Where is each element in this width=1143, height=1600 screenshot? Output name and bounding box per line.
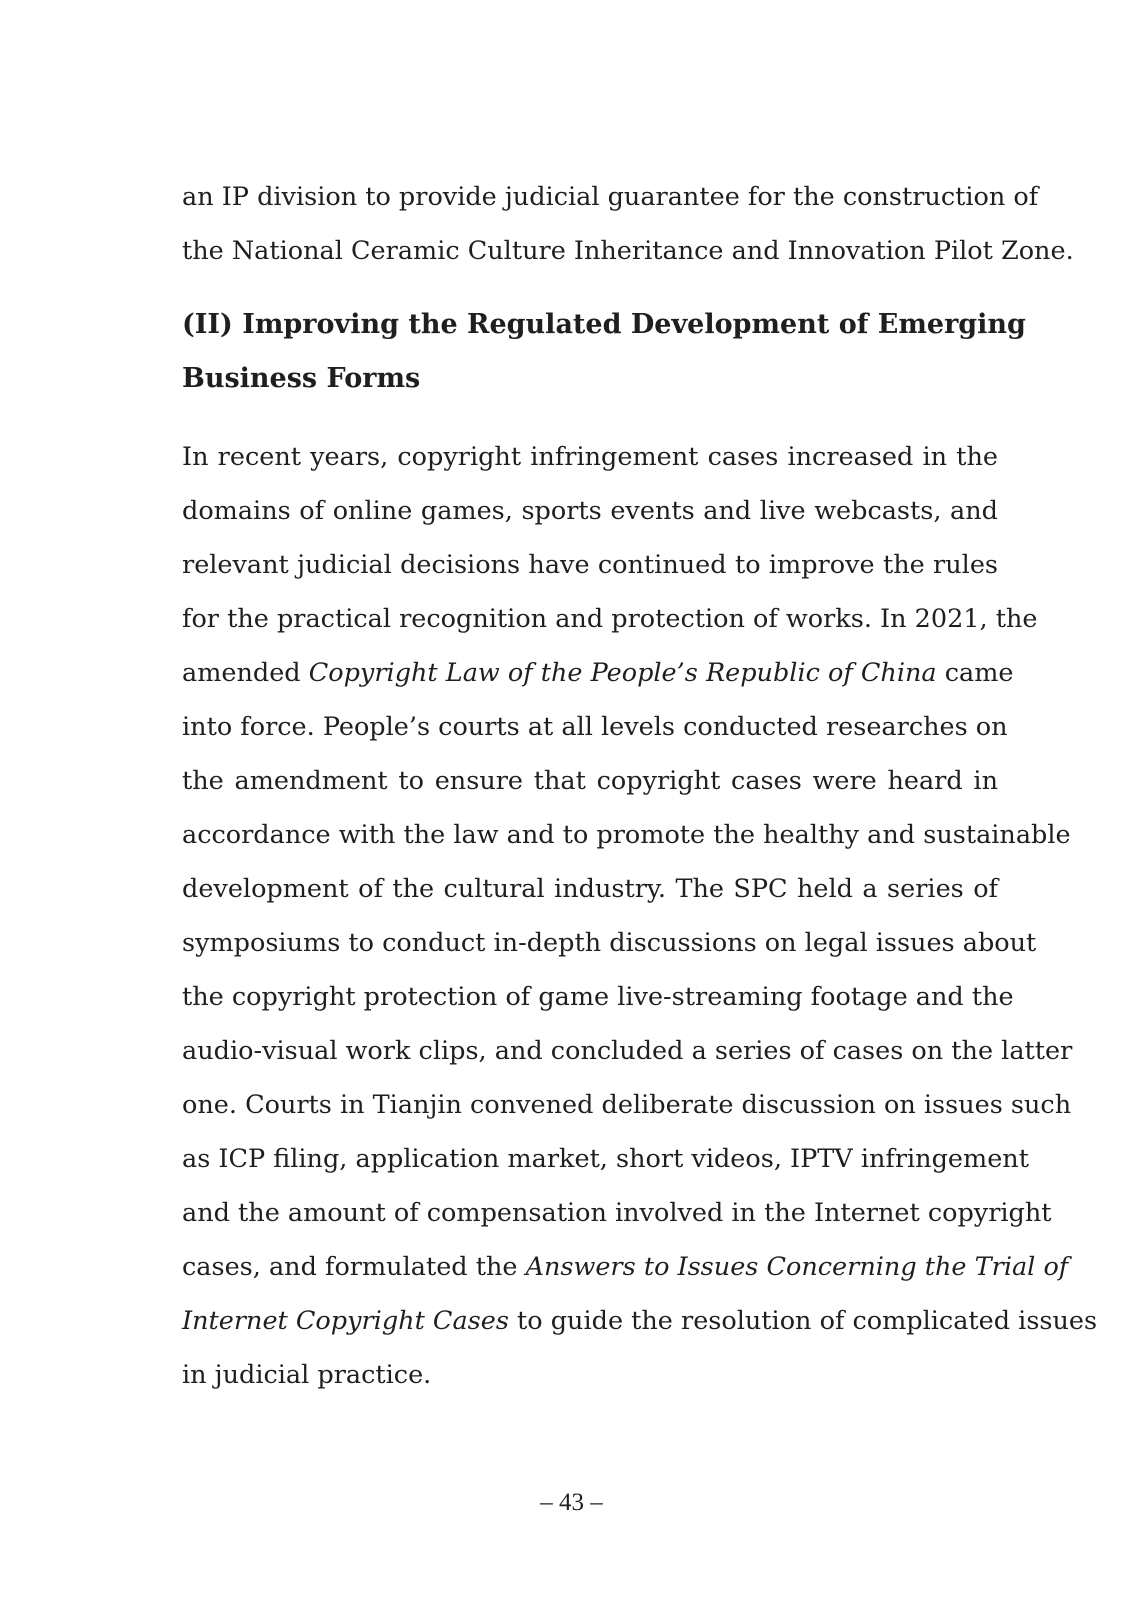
body-line (182, 1294, 1098, 1348)
body-text: amended (182, 658, 309, 688)
document-title: Internet Copyright Cases (182, 1306, 509, 1336)
heading-line: Business Forms (182, 363, 421, 394)
body-text: cases, and formulated the (182, 1252, 526, 1282)
body-line: in judicial practice. (182, 1360, 432, 1390)
body-line: development of the cultural industry. The SPC held a series of (182, 874, 998, 904)
body-line: symposiums to conduct in-depth discussions on legal issues about (182, 928, 1037, 958)
heading-line: (II) Improving the Regulated Development of Emerging (182, 309, 1026, 340)
intro-line: the National Ceramic Culture Inheritance and Innovation Pilot Zone. (182, 236, 1074, 266)
body-line: the copyright protection of game live-streaming footage and the (182, 982, 1014, 1012)
section-heading (182, 298, 1026, 406)
body-paragraph (182, 430, 1098, 1402)
body-line: audio-visual work clips, and concluded a series of cases on the latter (182, 1036, 1073, 1066)
body-line: as ICP filing, application market, short videos, IPTV infringement (182, 1144, 1029, 1174)
document-title: Answers to Issues Concerning the Trial of (525, 1252, 1069, 1282)
body-line: for the practical recognition and protection of works. In 2021, the (182, 604, 1038, 634)
body-line: In recent years, copyright infringement cases increased in the (182, 442, 998, 472)
intro-line: an IP division to provide judicial guarantee for the construction of (182, 182, 1039, 212)
body-text: to guide the resolution of complicated issues (508, 1306, 1098, 1336)
body-line: relevant judicial decisions have continued to improve the rules (182, 550, 998, 580)
body-line: domains of online games, sports events and live webcasts, and (182, 496, 998, 526)
body-line: and the amount of compensation involved in the Internet copyright (182, 1198, 1052, 1228)
body-line: one. Courts in Tianjin convened deliberate discussion on issues such (182, 1090, 1072, 1120)
intro-paragraph (182, 170, 1074, 278)
body-text: came (936, 658, 1014, 688)
body-line (182, 646, 1014, 700)
body-line (182, 1240, 1069, 1294)
body-line: into force. People’s courts at all levels conducted researches on (182, 712, 1008, 742)
body-line: the amendment to ensure that copyright cases were heard in (182, 766, 998, 796)
law-title: Copyright Law of the People’s Republic of China (308, 658, 937, 688)
body-line: accordance with the law and to promote the healthy and sustainable (182, 820, 1071, 850)
page-number: – 43 – (540, 1489, 603, 1516)
